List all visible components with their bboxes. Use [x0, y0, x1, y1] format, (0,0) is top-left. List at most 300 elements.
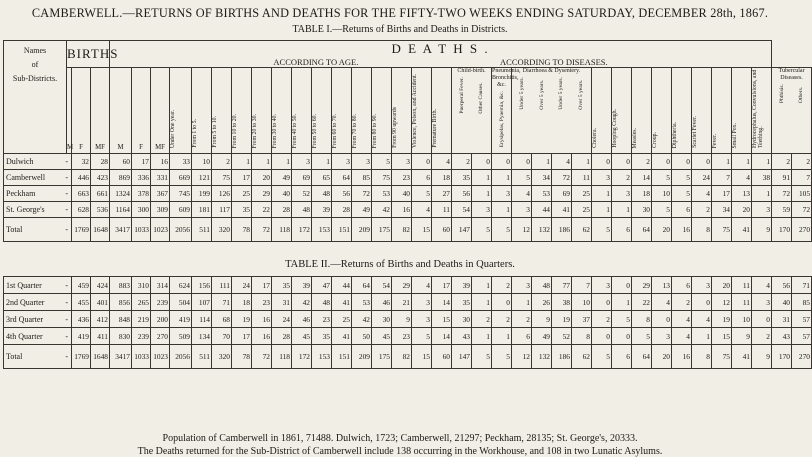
row-dash: -	[65, 225, 68, 234]
table-cell: 10	[652, 186, 672, 202]
table-cell: 3417	[110, 218, 132, 242]
table-cell: 11	[732, 277, 752, 294]
table-cell: 0	[592, 328, 612, 345]
table-cell: 401	[91, 294, 110, 311]
column-header-label: From 80 to 90.	[372, 113, 378, 148]
group-subheaders	[492, 91, 511, 147]
table-cell: 35	[272, 277, 292, 294]
table-cell: 40	[772, 294, 792, 311]
subheader-label: Under 5 years.	[558, 77, 565, 110]
table-cell: 5	[632, 328, 652, 345]
row-dash: -	[65, 280, 68, 290]
table-cell: 8	[572, 328, 592, 345]
table-cell: 509	[170, 328, 192, 345]
table-cell: 1	[472, 170, 492, 186]
table-cell: 3	[752, 202, 772, 218]
table-cell: 1	[272, 154, 292, 170]
table-cell: 459	[72, 277, 91, 294]
table-cell: 12	[512, 345, 532, 369]
row-label	[4, 202, 72, 218]
table-cell: 64	[332, 170, 352, 186]
table-cell: 239	[132, 328, 151, 345]
table-cell: 11	[432, 202, 452, 218]
table-cell: 56	[772, 277, 792, 294]
table-cell: 2	[692, 202, 712, 218]
table-cell: 48	[312, 294, 332, 311]
table-cell: 23	[312, 311, 332, 328]
table-cell: 3	[292, 154, 312, 170]
table-cell: 29	[252, 186, 272, 202]
table-cell: 48	[532, 277, 552, 294]
table-cell: 2	[632, 154, 652, 170]
table-cell: 446	[72, 170, 91, 186]
table-cell: 114	[192, 311, 212, 328]
table-cell: 72	[352, 186, 372, 202]
column-header-label: Diphtheria.	[672, 121, 678, 148]
mf-header: MF	[151, 68, 170, 154]
table-row	[4, 202, 812, 218]
column-header	[170, 68, 192, 154]
table-cell: 8	[632, 311, 652, 328]
table-cell: 12	[512, 218, 532, 242]
table-cell: 7	[572, 277, 592, 294]
table-cell: 2	[752, 328, 772, 345]
table-cell: 4	[432, 154, 452, 170]
group-header	[492, 68, 521, 154]
table-cell: 412	[91, 311, 110, 328]
table-cell: 320	[212, 345, 232, 369]
table-cell: 3	[592, 170, 612, 186]
deaths-note: The Deaths returned for the Sub-District of Camberwell include 138 occurring in the Workhouse, and 108 in two Lunatic Asylums.	[137, 446, 663, 457]
table-cell: 1769	[72, 218, 91, 242]
table-cell: 367	[151, 186, 170, 202]
table-cell: 609	[170, 202, 192, 218]
row-name: Camberwell	[6, 173, 46, 182]
column-header-label: Premature Birth.	[432, 109, 438, 148]
table-cell: 16	[672, 345, 692, 369]
table-cell: 17	[232, 170, 252, 186]
table-cell: 830	[110, 328, 132, 345]
group-label: Diarrhoea & Dysentery.	[522, 68, 581, 74]
row-dash: -	[65, 314, 68, 324]
table-row	[4, 311, 812, 328]
table-cell: 172	[292, 218, 312, 242]
table-cell: 16	[252, 328, 272, 345]
table-cell: 1	[692, 328, 712, 345]
table-cell: 11	[572, 170, 592, 186]
main-title: CAMBERWELL.—RETURNS OF BIRTHS AND DEATHS FOR THE FIFTY-TWO WEEKS ENDING SATURDAY, DECEMBER 28th, 1867.	[31, 6, 769, 20]
table-cell: 41	[332, 328, 352, 345]
table-cell: 23	[392, 328, 412, 345]
table-cell: 49	[352, 202, 372, 218]
table-cell: 72	[772, 186, 792, 202]
column-header-label: Violence, Poison, and Accident.	[412, 73, 418, 148]
table-cell: 1164	[110, 202, 132, 218]
table-cell: 37	[572, 311, 592, 328]
table-cell: 3	[652, 328, 672, 345]
table-cell: 1	[592, 186, 612, 202]
table-cell: 30	[372, 311, 392, 328]
table-row	[4, 186, 812, 202]
subdistricts-label: Sub-Districts.	[12, 74, 58, 83]
table-row	[4, 170, 812, 186]
table-cell: 4	[412, 202, 432, 218]
table-cell: 16	[151, 154, 170, 170]
table-cell: 27	[432, 186, 452, 202]
table-cell: 8	[692, 218, 712, 242]
column-header-label: From 10 to 20.	[232, 113, 238, 148]
group-subheaders	[772, 84, 811, 103]
row-name: 4th Quarter	[6, 331, 43, 341]
table-cell: 52	[292, 186, 312, 202]
table-cell: 48	[292, 202, 312, 218]
names-label: Names	[23, 46, 47, 55]
row-dash: -	[65, 331, 68, 341]
table-cell: 1	[232, 154, 252, 170]
table-cell: 68	[212, 311, 232, 328]
row-label	[4, 170, 72, 186]
table-cell: 1769	[72, 345, 91, 369]
table-cell: 151	[332, 345, 352, 369]
table-cell: 75	[212, 170, 232, 186]
table-cell: 669	[170, 170, 192, 186]
table-cell: 41	[732, 218, 752, 242]
table-cell: 320	[212, 218, 232, 242]
column-header	[652, 68, 672, 154]
table-cell: 2	[492, 277, 512, 294]
table-cell: 0	[492, 154, 512, 170]
table-cell: 1648	[91, 218, 110, 242]
column-header	[372, 68, 392, 154]
table-cell: 239	[151, 294, 170, 311]
row-name: Total	[6, 225, 23, 234]
table-cell: 1	[572, 154, 592, 170]
of-label: of	[31, 60, 39, 69]
table-cell: 62	[572, 218, 592, 242]
table-cell: 82	[392, 345, 412, 369]
table-cell: 24	[692, 170, 712, 186]
table-cell: 52	[552, 328, 572, 345]
table2-title: TABLE II.—Returns of Births and Deaths in Quarters.	[285, 259, 515, 270]
table-cell: 121	[192, 170, 212, 186]
table-cell: 172	[292, 345, 312, 369]
table-cell: 43	[452, 328, 472, 345]
row-label	[4, 277, 72, 294]
table-cell: 5	[472, 345, 492, 369]
table-cell: 3	[412, 311, 432, 328]
table-cell: 78	[232, 218, 252, 242]
table-cell: 18	[232, 294, 252, 311]
table-cell: 85	[352, 170, 372, 186]
table-cell: 153	[312, 345, 332, 369]
column-header	[732, 68, 752, 154]
subheader-label: Over 5 years.	[538, 79, 545, 110]
table-cell: 2	[452, 154, 472, 170]
table-cell: 1	[472, 328, 492, 345]
table-cell: 24	[272, 311, 292, 328]
table-cell: 20	[652, 345, 672, 369]
table-cell: 424	[91, 277, 110, 294]
row-name: Peckham	[6, 189, 36, 198]
table-cell: 3	[492, 186, 512, 202]
table-cell: 60	[432, 218, 452, 242]
table-cell: 35	[232, 202, 252, 218]
column-header-label: Croup.	[652, 132, 658, 148]
column-header	[712, 68, 732, 154]
table-cell: 34	[712, 202, 732, 218]
table-cell: 31	[272, 294, 292, 311]
table-cell: 46	[292, 311, 312, 328]
table-cell: 71	[792, 277, 812, 294]
column-header-label: From 50 to 60.	[312, 113, 318, 148]
table-cell: 5	[372, 154, 392, 170]
column-header-label: Fever.	[712, 133, 718, 148]
table-cell: 5	[672, 170, 692, 186]
table-cell: 42	[352, 311, 372, 328]
deaths-label: D E A T H S .	[391, 41, 490, 56]
table-cell: 5	[412, 328, 432, 345]
table-cell: 78	[232, 345, 252, 369]
table-cell: 20	[712, 277, 732, 294]
row-name: Dulwich	[6, 157, 34, 166]
table-cell: 1648	[91, 345, 110, 369]
table-cell: 848	[110, 311, 132, 328]
table-cell: 118	[272, 345, 292, 369]
column-header-label: From 90 upwards	[392, 107, 398, 148]
table-cell: 44	[532, 202, 552, 218]
table-cell: 745	[170, 186, 192, 202]
table-cell: 46	[372, 294, 392, 311]
table-cell: 20	[732, 202, 752, 218]
table-cell: 378	[132, 186, 151, 202]
table-cell: 4	[692, 186, 712, 202]
table-cell: 455	[72, 294, 91, 311]
table-cell: 39	[312, 202, 332, 218]
table-cell: 10	[572, 294, 592, 311]
table-cell: 126	[212, 186, 232, 202]
row-label	[4, 218, 72, 242]
table-cell: 3	[472, 202, 492, 218]
table-cell: 156	[192, 277, 212, 294]
table-cell: 54	[372, 277, 392, 294]
column-header	[272, 68, 292, 154]
table-cell: 57	[792, 328, 812, 345]
table-cell: 1	[512, 294, 532, 311]
table-cell: 39	[292, 277, 312, 294]
table-cell: 0	[512, 154, 532, 170]
table-cell: 883	[110, 277, 132, 294]
table-cell: 1	[492, 328, 512, 345]
table-cell: 117	[212, 202, 232, 218]
table-cell: 21	[392, 294, 412, 311]
row-dash: -	[65, 205, 68, 214]
table-cell: 314	[151, 277, 170, 294]
row-dash: -	[65, 189, 68, 198]
column-header	[312, 68, 332, 154]
table-row	[4, 154, 812, 170]
table-cell: 28	[272, 202, 292, 218]
table-cell: 57	[792, 311, 812, 328]
table-cell: 1	[492, 202, 512, 218]
table-cell: 3	[332, 154, 352, 170]
column-header	[752, 68, 772, 154]
table-row	[4, 277, 812, 294]
table-cell: 12	[712, 294, 732, 311]
row-dash: -	[65, 173, 68, 182]
table-cell: 151	[332, 218, 352, 242]
table-cell: 56	[452, 186, 472, 202]
districts-table	[3, 40, 812, 242]
table-cell: 6	[612, 345, 632, 369]
column-header	[352, 68, 372, 154]
table-cell: 17	[132, 154, 151, 170]
table-cell: 85	[792, 294, 812, 311]
column-header	[672, 68, 692, 154]
subheader-label: Puerperal Fever.	[458, 77, 465, 114]
row-name: St. George's	[6, 205, 45, 214]
column-header	[392, 68, 412, 154]
table-cell: 132	[532, 218, 552, 242]
group-header	[772, 68, 812, 154]
table-cell: 1	[472, 277, 492, 294]
table-cell: 44	[332, 277, 352, 294]
table-cell: 511	[192, 218, 212, 242]
table-cell: 1	[752, 154, 772, 170]
table-cell: 9	[732, 328, 752, 345]
table-cell: 25	[572, 202, 592, 218]
table-cell: 1	[492, 170, 512, 186]
table-cell: 3	[752, 294, 772, 311]
table-cell: 17	[712, 186, 732, 202]
column-header	[212, 68, 232, 154]
table-cell: 29	[632, 277, 652, 294]
names-header	[4, 41, 67, 154]
table-cell: 77	[552, 277, 572, 294]
table1-title: TABLE I.—Returns of Births and Deaths in Districts.	[292, 24, 508, 35]
table-cell: 6	[672, 202, 692, 218]
table-cell: 4	[512, 186, 532, 202]
column-header	[632, 68, 652, 154]
table-cell: 219	[132, 311, 151, 328]
table-cell: 38	[552, 294, 572, 311]
table-cell: 5	[412, 186, 432, 202]
table-cell: 71	[212, 294, 232, 311]
table-cell: 1	[752, 186, 772, 202]
table-cell: 170	[772, 218, 792, 242]
table-cell: 6	[672, 277, 692, 294]
table-cell: 62	[572, 345, 592, 369]
table-cell: 30	[452, 311, 472, 328]
table-cell: 511	[192, 345, 212, 369]
table-cell: 0	[592, 294, 612, 311]
table-cell: 75	[712, 218, 732, 242]
row-label	[4, 328, 72, 345]
table-row	[4, 218, 812, 242]
table-cell: 60	[432, 345, 452, 369]
subheader-label: Over 5 years.	[578, 79, 585, 110]
table-cell: 134	[192, 328, 212, 345]
table-cell: 43	[772, 328, 792, 345]
row-name: 2nd Quarter	[6, 297, 45, 307]
table-cell: 40	[272, 186, 292, 202]
table-cell: 53	[352, 294, 372, 311]
mf-header: F	[132, 68, 151, 154]
table-cell: 53	[532, 186, 552, 202]
table-cell: 3	[692, 277, 712, 294]
table-cell: 23	[392, 170, 412, 186]
table-cell: 0	[592, 154, 612, 170]
table-cell: 25	[232, 186, 252, 202]
table-cell: 1023	[151, 345, 170, 369]
table-cell: 75	[712, 345, 732, 369]
table-cell: 28	[91, 154, 110, 170]
table-cell: 181	[192, 202, 212, 218]
table-cell: 856	[110, 294, 132, 311]
table-cell: 118	[272, 218, 292, 242]
table-cell: 2	[792, 154, 812, 170]
table-cell: 310	[132, 277, 151, 294]
table-cell: 2	[212, 154, 232, 170]
row-dash: -	[65, 352, 68, 361]
table-cell: 2056	[170, 345, 192, 369]
table-cell: 3417	[110, 345, 132, 369]
table-cell: 2	[472, 311, 492, 328]
table-cell: 7	[712, 170, 732, 186]
table-cell: 331	[151, 170, 170, 186]
table-cell: 9	[392, 311, 412, 328]
table-cell: 3	[512, 277, 532, 294]
mf-header: F	[72, 68, 91, 154]
table-cell: 419	[72, 328, 91, 345]
subheader-label: Under 5 years.	[518, 77, 525, 110]
table-cell: 28	[332, 202, 352, 218]
table-cell: 6	[612, 218, 632, 242]
row-dash: -	[65, 157, 68, 166]
table-cell: 209	[352, 345, 372, 369]
table-cell: 41	[332, 294, 352, 311]
table-cell: 10	[732, 311, 752, 328]
table-cell: 4	[672, 328, 692, 345]
table-cell: 8	[692, 345, 712, 369]
table-cell: 300	[132, 202, 151, 218]
table-cell: 186	[552, 218, 572, 242]
table-cell: 2	[512, 311, 532, 328]
table-cell: 19	[712, 311, 732, 328]
table-cell: 265	[132, 294, 151, 311]
table-cell: 13	[652, 277, 672, 294]
table-cell: 4	[652, 294, 672, 311]
table-cell: 49	[272, 170, 292, 186]
table-cell: 15	[412, 345, 432, 369]
table-cell: 869	[110, 170, 132, 186]
column-header-label: From 40 to 50.	[292, 113, 298, 148]
table-cell: 41	[732, 345, 752, 369]
row-label	[4, 154, 72, 170]
table-cell: 4	[672, 311, 692, 328]
table-cell: 3	[412, 294, 432, 311]
group-header	[512, 68, 592, 154]
table-cell: 38	[752, 170, 772, 186]
column-header	[332, 68, 352, 154]
table-cell: 186	[552, 345, 572, 369]
table-cell: 111	[212, 277, 232, 294]
table-cell: 436	[72, 311, 91, 328]
row-name: 3rd Quarter	[6, 314, 44, 324]
table-cell: 1	[612, 294, 632, 311]
table-cell: 10	[192, 154, 212, 170]
table-cell: 4	[412, 277, 432, 294]
table-cell: 0	[692, 294, 712, 311]
